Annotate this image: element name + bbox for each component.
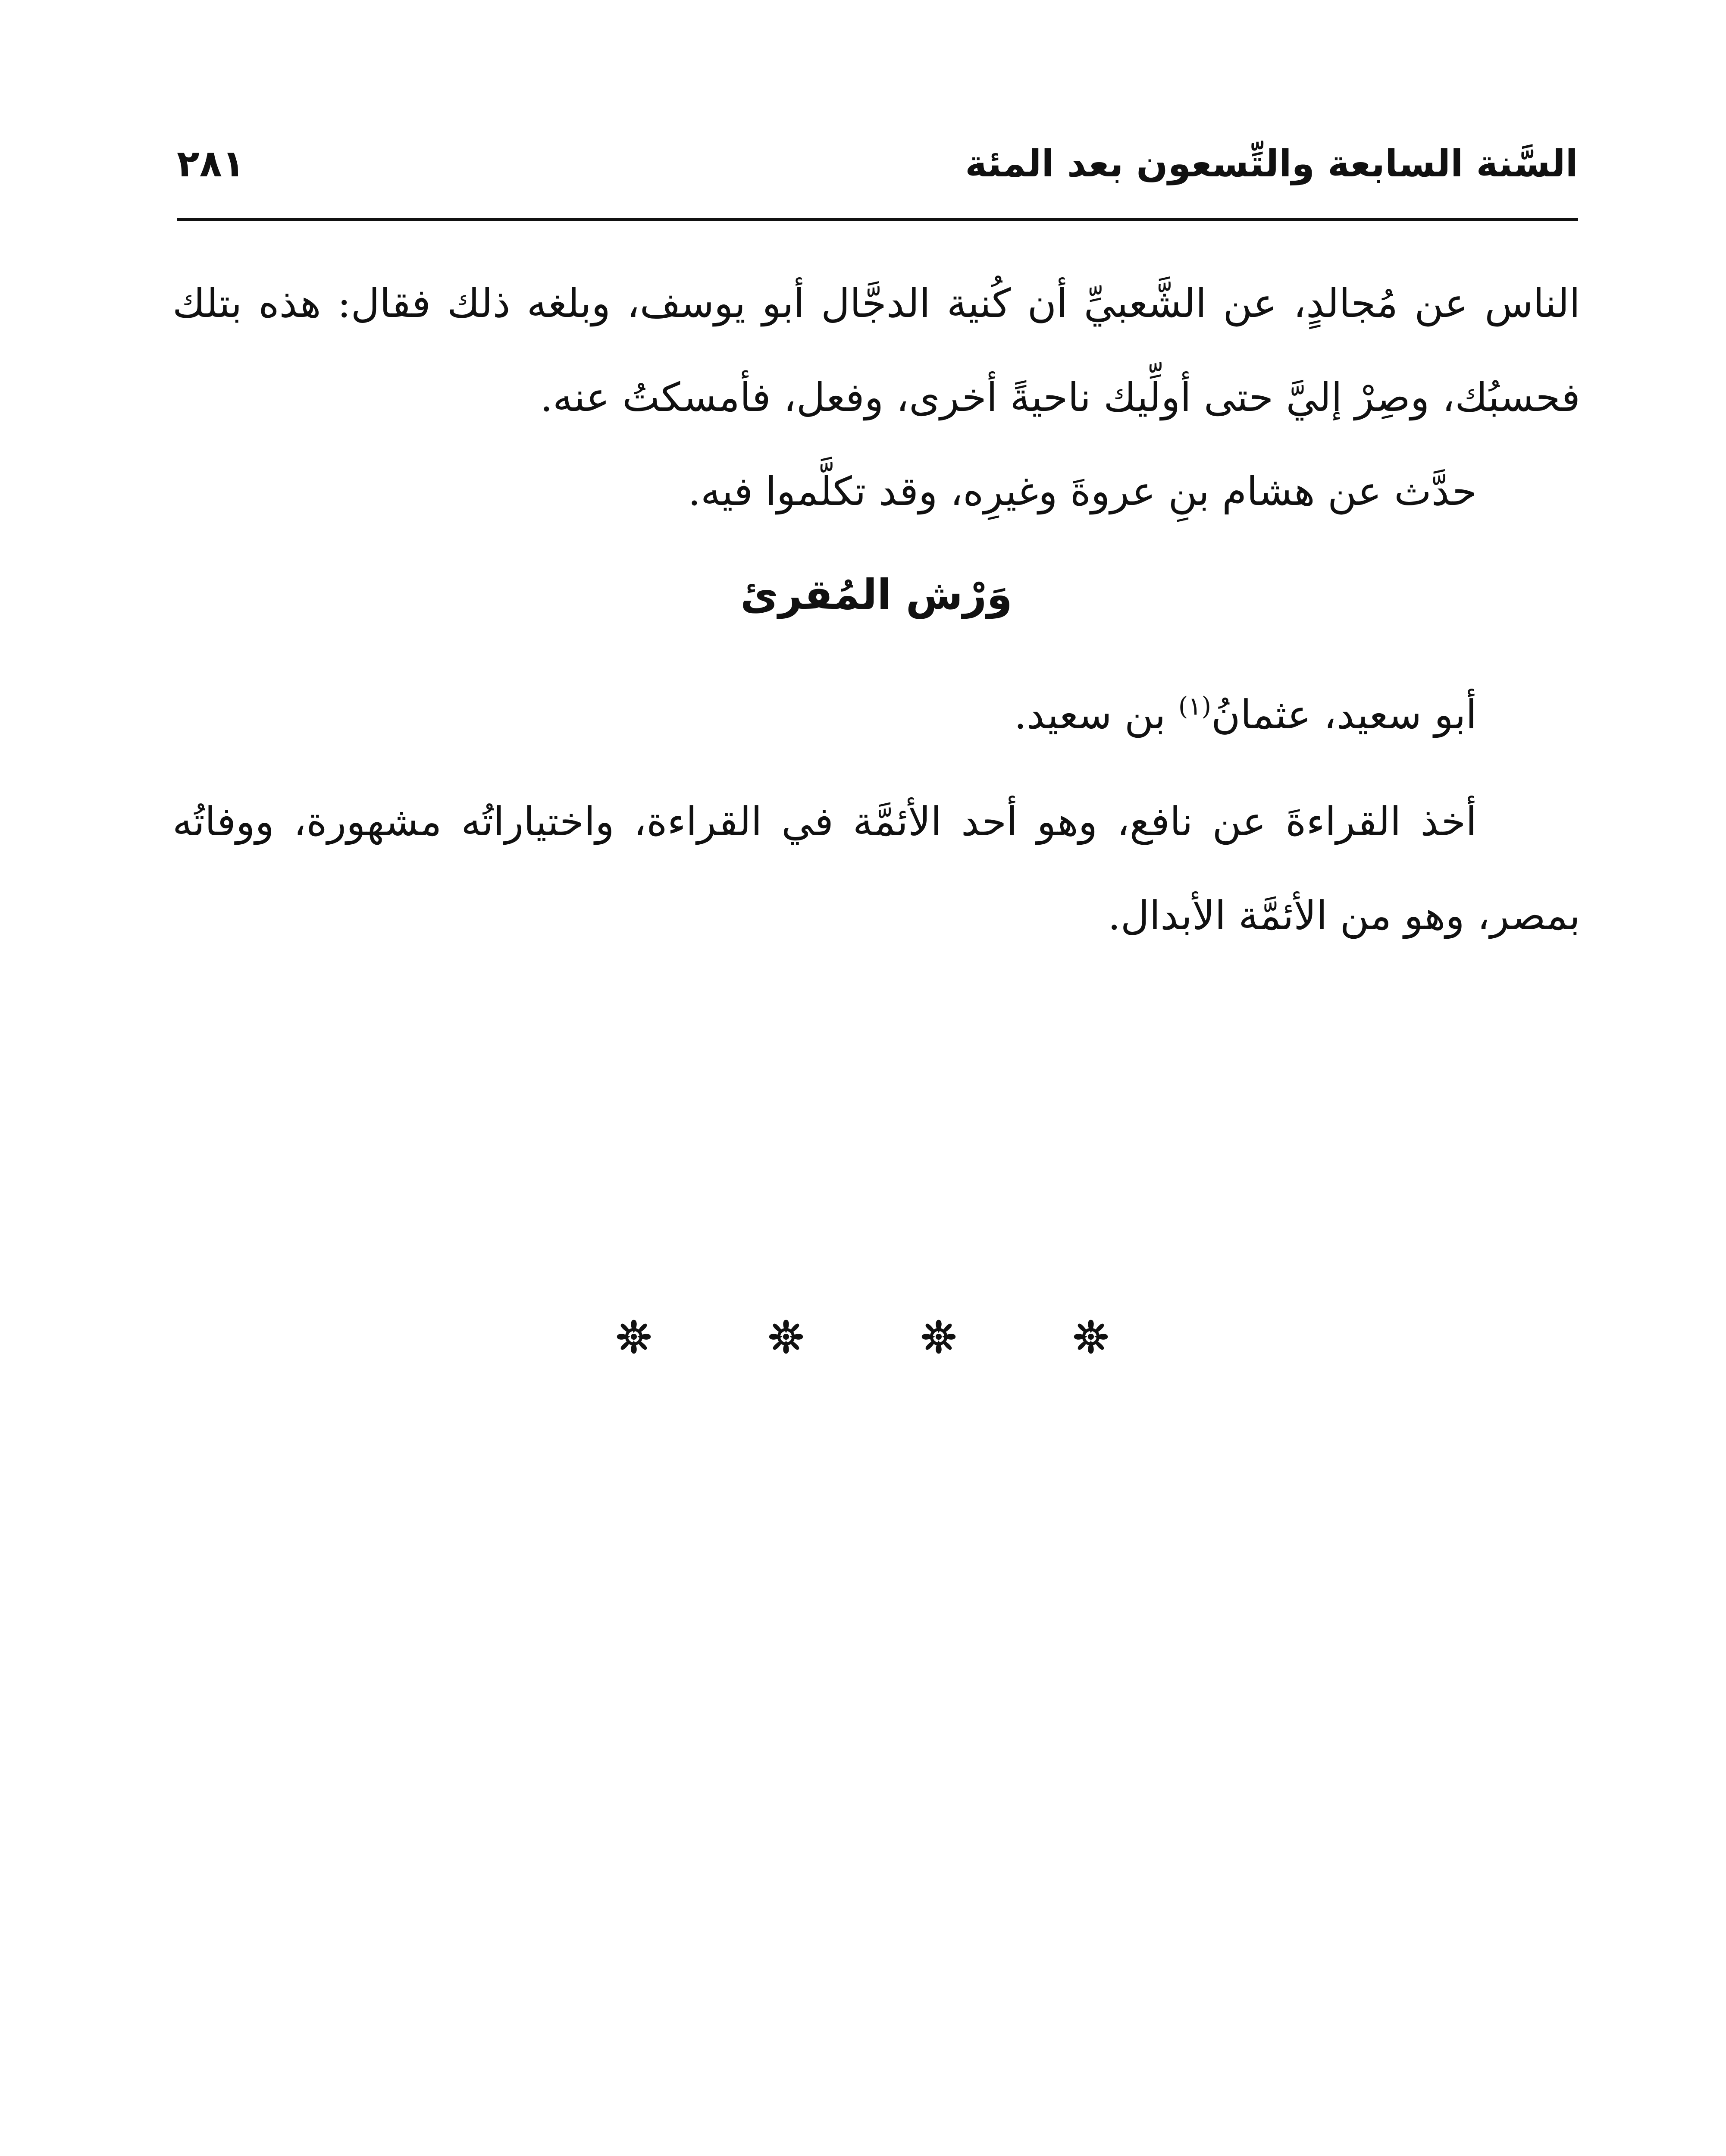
name-text-end: بن سعيد. (1014, 692, 1178, 738)
page-number: ٢٨١ (177, 142, 245, 185)
floral-ornament-icon (604, 1307, 664, 1367)
name-text: أبو سعيد، عثمانُ (1211, 692, 1477, 738)
section-heading: وَرْش المُقرئ (740, 570, 1012, 619)
paragraph-continuation: الناس عن مُجالدٍ، عن الشَّعبيِّ أن كُنية الدجَّال أبو يوسف، وبلغه ذلك فقال: هذه بتلك فحسبُك، وصِرْ إليَّ حتى أولِّيك ناحيةً أخرى، وفعل، فأمسكتُ عنه. (172, 280, 1580, 420)
page-header (177, 129, 1578, 203)
paragraph-narration: حدَّث عن هشام بنِ عروةَ وغيرِه، وقد تكلَّموا فيه. (688, 468, 1477, 514)
main-text (172, 257, 1580, 963)
floral-ornament-icon (1061, 1307, 1121, 1367)
floral-ornament-icon (756, 1307, 816, 1367)
header-rule (177, 218, 1578, 221)
paragraph-name (172, 668, 1580, 762)
footnote-reference[interactable]: (١) (1178, 691, 1212, 721)
paragraph-biography: أخذ القراءةَ عن نافع، وهو أحد الأئمَّة في القراءة، واختياراتُه مشهورة، ووفاتُه بمصر، وهو من الأئمَّة الأبدال. (172, 799, 1580, 939)
running-title: السَّنة السابعة والتِّسعون بعد المئة (965, 142, 1578, 185)
floral-ornament-icon (908, 1307, 969, 1367)
section-end-ornaments (604, 1302, 1121, 1371)
